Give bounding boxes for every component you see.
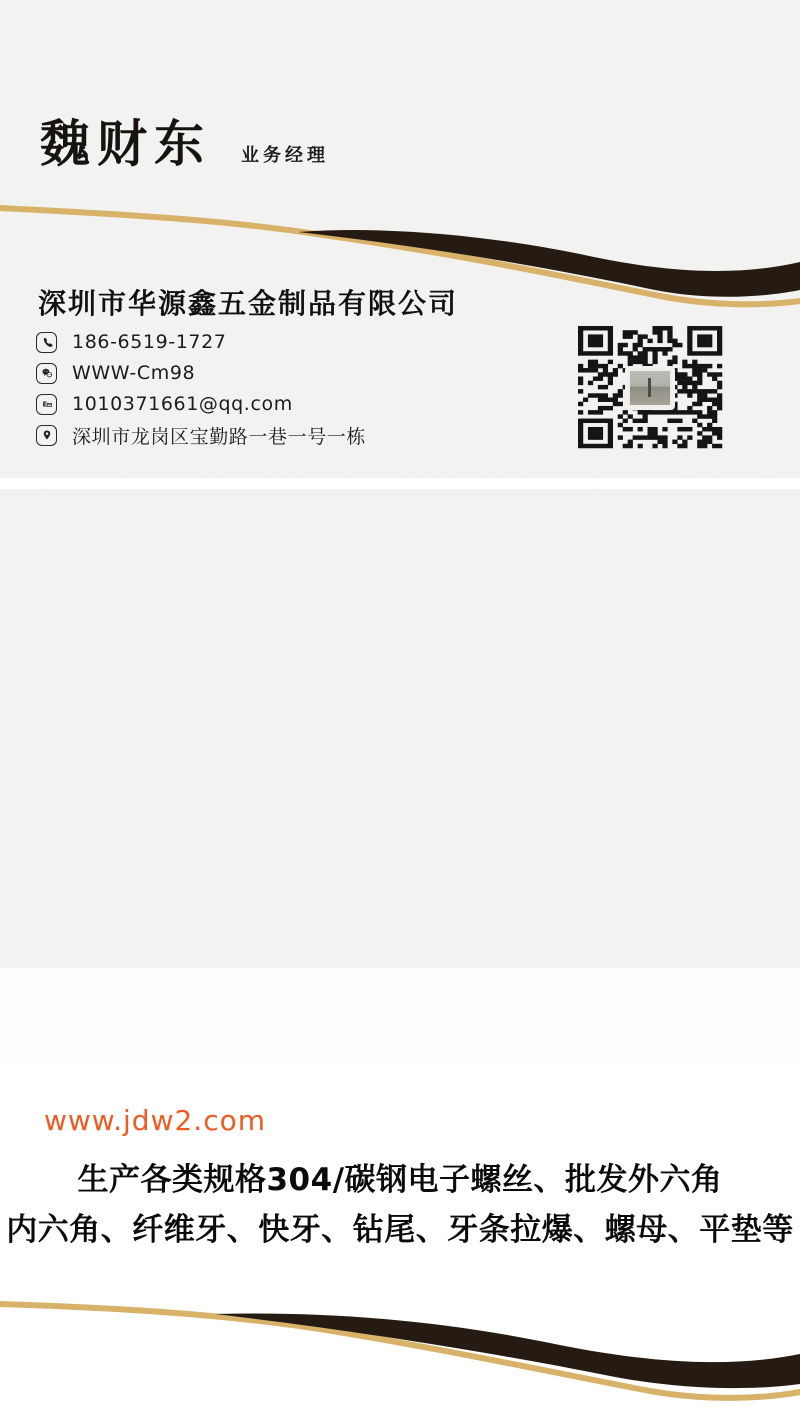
contact-list xyxy=(36,331,366,455)
contact-row-address xyxy=(36,424,366,446)
qr-center-photo xyxy=(630,371,670,405)
phone-number: 186-6519-1727 xyxy=(72,331,227,353)
email-address: 1010371661@qq.com xyxy=(72,393,293,415)
website-url: www.jdw2.com xyxy=(44,1104,266,1137)
products-line-1: 生产各类规格304/碳钢电子螺丝、批发外六角 xyxy=(77,1162,723,1198)
location-icon xyxy=(36,425,57,446)
wechat-icon xyxy=(36,363,57,384)
person-title: 业务经理 xyxy=(241,145,329,165)
qr-center-logo xyxy=(625,366,675,410)
contact-row-phone xyxy=(36,331,366,353)
wechat-qr-code xyxy=(578,326,722,448)
card-gap-divider xyxy=(0,478,800,489)
products-description xyxy=(0,1155,800,1255)
person-name: 魏财东 xyxy=(40,116,211,172)
contact-row-email xyxy=(36,393,366,415)
company-name: 深圳市华源鑫五金制品有限公司 xyxy=(38,289,459,320)
address-text: 深圳市龙岗区宝勤路一巷一号一栋 xyxy=(72,425,367,448)
svg-text:E: E xyxy=(42,400,47,409)
contact-row-wechat xyxy=(36,362,366,384)
name-row xyxy=(40,104,329,176)
card-back xyxy=(0,489,800,1248)
email-icon xyxy=(36,394,57,415)
wave-divider-bottom xyxy=(0,1284,800,1424)
card-front xyxy=(0,0,800,478)
wechat-id: WWW-Cm98 xyxy=(72,362,196,384)
phone-icon xyxy=(36,332,57,353)
products-line-2: 内六角、纤维牙、快牙、钻尾、牙条拉爆、螺母、平垫等 xyxy=(6,1212,794,1248)
